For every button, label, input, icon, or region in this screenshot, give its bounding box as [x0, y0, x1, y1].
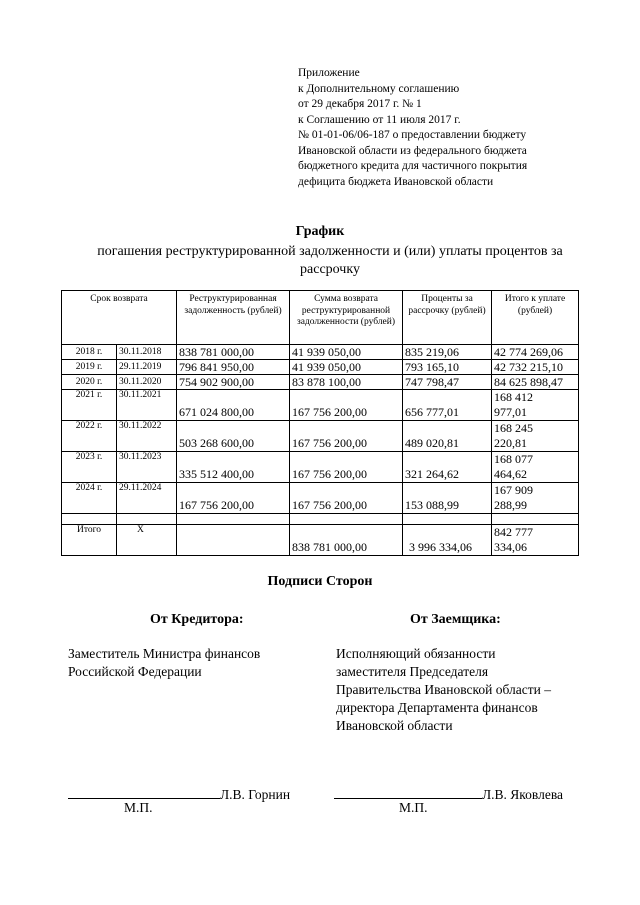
creditor-position — [68, 645, 308, 681]
empty-cell — [177, 514, 290, 525]
creditor-stamp-label: М.П. — [124, 800, 153, 815]
total-cell — [492, 452, 579, 483]
empty-cell — [62, 514, 117, 525]
total-part-1: 168 412 — [494, 390, 534, 404]
repay-cell: 167 756 200,00 — [290, 483, 403, 514]
interest-cell: 321 264,62 — [403, 452, 492, 483]
year-cell: 2023 г. — [62, 452, 117, 483]
date-cell: 30.11.2023 — [117, 452, 177, 483]
creditor-position-line: Заместитель Министра финансов — [68, 646, 261, 661]
year-cell: 2024 г. — [62, 483, 117, 514]
total-part-2: 464,62 — [494, 467, 528, 481]
appendix-line: № 01-01-06/06-187 о предоставлении бюджету — [298, 129, 527, 141]
borrower-position-line: Правительства Ивановской области – — [336, 682, 552, 697]
header-debt: Реструктурированная задолженность (рублей) — [177, 291, 290, 345]
total-part-2: 334,06 — [494, 540, 528, 554]
total-part-2: 977,01 — [494, 405, 528, 419]
table-row — [62, 360, 579, 375]
repay-cell: 838 781 000,00 — [290, 525, 403, 556]
appendix-line: к Дополнительному соглашению — [298, 82, 460, 95]
date-cell: 30.11.2020 — [117, 375, 177, 390]
document-title: График — [295, 224, 345, 239]
total-cell — [492, 421, 579, 452]
schedule-table — [61, 290, 579, 556]
total-cell — [492, 483, 579, 514]
header-term: Срок возврата — [62, 291, 177, 345]
total-cell — [492, 525, 579, 556]
year-cell: 2018 г. — [62, 345, 117, 360]
repay-cell: 167 756 200,00 — [290, 452, 403, 483]
empty-cell — [290, 514, 403, 525]
borrower-position — [336, 645, 606, 735]
borrower-signature — [334, 784, 563, 803]
table-row — [62, 421, 579, 452]
date-cell: 29.11.2024 — [117, 483, 177, 514]
total-cell: 42 732 215,10 — [492, 360, 579, 375]
borrower-name: Л.В. Яковлева — [482, 787, 564, 802]
table-row — [62, 452, 579, 483]
total-part-1: 168 245 — [494, 421, 534, 435]
appendix-line: дефицита бюджета Ивановской области — [298, 175, 494, 188]
borrower-position-line: Ивановской области — [336, 718, 453, 733]
debt-cell: 754 902 900,00 — [177, 375, 290, 390]
debt-cell: 671 024 800,00 — [177, 390, 290, 421]
total-label-cell: Итого — [62, 525, 117, 556]
document-subtitle: погашения реструктурированной задолженности и (или) уплаты процентов за рассрочку — [97, 244, 563, 277]
signature-line — [334, 784, 482, 799]
interest-cell: 793 165,10 — [403, 360, 492, 375]
interest-cell: 153 088,99 — [403, 483, 492, 514]
borrower-position-line: директора Департамента финансов — [336, 700, 538, 715]
year-cell: 2019 г. — [62, 360, 117, 375]
borrower-position-line: заместителя Председателя — [336, 664, 489, 679]
total-part-2: 220,81 — [494, 436, 528, 450]
debt-cell: 796 841 950,00 — [177, 360, 290, 375]
debt-cell: 838 781 000,00 — [177, 345, 290, 360]
creditor-signature — [68, 784, 290, 803]
appendix-line: бюджетного кредита для частичного покрытия — [298, 160, 528, 172]
interest-cell: 747 798,47 — [403, 375, 492, 390]
total-cell: 84 625 898,47 — [492, 375, 579, 390]
creditor-label: От Кредитора: — [150, 612, 244, 627]
appendix-line: Приложение — [298, 67, 360, 79]
header-interest: Проценты за рассрочку (рублей) — [403, 291, 492, 345]
date-cell: 30.11.2021 — [117, 390, 177, 421]
interest-cell: 3 996 334,06 — [403, 525, 492, 556]
table-row-empty — [62, 514, 579, 525]
interest-cell: 489 020,81 — [403, 421, 492, 452]
total-cell — [492, 390, 579, 421]
debt-cell: 335 512 400,00 — [177, 452, 290, 483]
table-row — [62, 375, 579, 390]
table-row — [62, 345, 579, 360]
appendix-block — [298, 66, 618, 190]
header-repay: Сумма возврата реструктурированной задолженности (рублей) — [290, 291, 403, 345]
date-cell: 29.11.2019 — [117, 360, 177, 375]
total-part-1: 168 077 — [494, 452, 534, 466]
header-total: Итого к уплате (рублей) — [492, 291, 579, 345]
interest-cell: 656 777,01 — [403, 390, 492, 421]
date-cell: 30.11.2018 — [117, 345, 177, 360]
signature-line — [68, 784, 220, 799]
creditor-name: Л.В. Горнин — [220, 787, 291, 802]
total-part-1: 167 909 — [494, 483, 534, 497]
interest-cell: 835 219,06 — [403, 345, 492, 360]
repay-cell: 83 878 100,00 — [290, 375, 403, 390]
borrower-label: От Заемщика: — [410, 612, 501, 627]
empty-cell — [117, 514, 177, 525]
appendix-line: к Соглашению от 11 июля 2017 г. — [298, 113, 461, 126]
borrower-position-line: Исполняющий обязанности — [336, 646, 496, 661]
borrower-stamp-label: М.П. — [399, 800, 428, 815]
total-mark-cell: X — [117, 525, 177, 556]
table-row — [62, 390, 579, 421]
year-cell: 2022 г. — [62, 421, 117, 452]
date-cell: 30.11.2022 — [117, 421, 177, 452]
creditor-position-line: Российской Федерации — [68, 664, 202, 679]
repay-cell: 167 756 200,00 — [290, 390, 403, 421]
signatures-heading: Подписи Сторон — [267, 574, 373, 589]
debt-cell: 167 756 200,00 — [177, 483, 290, 514]
total-part-2: 288,99 — [494, 498, 528, 512]
total-part-1: 842 777 — [494, 525, 534, 539]
year-cell: 2021 г. — [62, 390, 117, 421]
repay-cell: 167 756 200,00 — [290, 421, 403, 452]
appendix-line: от 29 декабря 2017 г. № 1 — [298, 98, 422, 110]
appendix-line: Ивановской области из федерального бюджета — [298, 144, 527, 157]
debt-cell: 503 268 600,00 — [177, 421, 290, 452]
table-header-row — [62, 291, 579, 345]
table-row — [62, 483, 579, 514]
empty-cell — [177, 525, 290, 556]
repay-cell: 41 939 050,00 — [290, 360, 403, 375]
empty-cell — [403, 514, 492, 525]
table-total-row — [62, 525, 579, 556]
year-cell: 2020 г. — [62, 375, 117, 390]
empty-cell — [492, 514, 579, 525]
total-cell: 42 774 269,06 — [492, 345, 579, 360]
repay-cell: 41 939 050,00 — [290, 345, 403, 360]
